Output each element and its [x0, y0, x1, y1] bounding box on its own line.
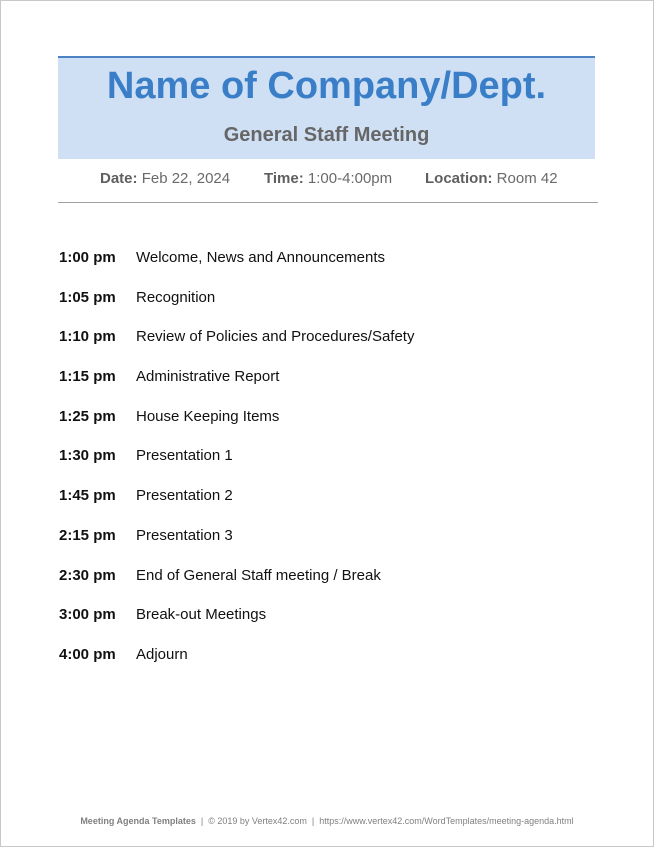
agenda-topic: Presentation 2: [136, 487, 233, 505]
footer: [1, 816, 653, 826]
agenda-topic: Recognition: [136, 288, 216, 306]
date-value: Feb 22, 2024: [141, 170, 231, 187]
agenda-topic: House Keeping Items: [136, 407, 280, 425]
agenda-time: 1:30 pm: [59, 447, 116, 465]
agenda-list: [59, 248, 599, 685]
footer-url-link[interactable]: https://www.vertex42.com/WordTemplates/meeting-agenda.html: [319, 816, 574, 826]
date-label: Date:: [100, 170, 138, 187]
agenda-time: 3:00 pm: [59, 606, 116, 624]
meeting-location: [425, 170, 558, 187]
meeting-title: General Staff Meeting: [223, 124, 430, 146]
divider: [58, 202, 598, 203]
agenda-topic: Welcome, News and Announcements: [136, 249, 386, 266]
agenda-item: [59, 367, 599, 407]
company-name: Name of Company/Dept.: [106, 65, 547, 107]
footer-template-name: Meeting Agenda Templates: [80, 816, 196, 826]
footer-separator: |: [311, 816, 315, 826]
agenda-time: 1:05 pm: [59, 288, 116, 306]
agenda-item: [59, 526, 599, 566]
agenda-time: 1:15 pm: [59, 368, 116, 386]
agenda-time: 1:25 pm: [59, 407, 116, 425]
agenda-topic: Administrative Report: [136, 368, 280, 386]
agenda-time: 2:30 pm: [59, 566, 116, 584]
agenda-item: [59, 248, 599, 288]
agenda-topic: Break-out Meetings: [136, 606, 267, 624]
time-value: 1:00-4:00pm: [307, 170, 393, 187]
footer-copyright: © 2019 by Vertex42.com: [208, 816, 307, 826]
agenda-item: [59, 645, 599, 685]
location-value: Room 42: [496, 170, 558, 187]
agenda-time: 1:00 pm: [59, 249, 116, 266]
agenda-item: [59, 605, 599, 645]
agenda-topic: End of General Staff meeting / Break: [136, 566, 381, 584]
agenda-item: [59, 566, 599, 606]
agenda-item: [59, 327, 599, 367]
agenda-item: [59, 446, 599, 486]
agenda-item: [59, 407, 599, 447]
agenda-time: 4:00 pm: [59, 645, 116, 663]
agenda-item: [59, 486, 599, 526]
footer-separator: |: [200, 816, 204, 826]
meeting-date: [100, 170, 230, 187]
time-label: Time:: [264, 170, 304, 187]
agenda-item: [59, 288, 599, 328]
agenda-topic: Adjourn: [136, 645, 188, 663]
agenda-topic: Presentation 3: [136, 526, 233, 544]
meeting-time: [264, 170, 392, 187]
agenda-topic: Review of Policies and Procedures/Safety: [136, 328, 415, 346]
meeting-details: [58, 170, 598, 190]
agenda-topic: Presentation 1: [136, 447, 233, 465]
location-label: Location:: [425, 170, 493, 187]
agenda-time: 1:45 pm: [59, 487, 116, 505]
header-band: [58, 56, 595, 159]
agenda-time: 1:10 pm: [59, 328, 116, 346]
agenda-time: 2:15 pm: [59, 526, 116, 544]
